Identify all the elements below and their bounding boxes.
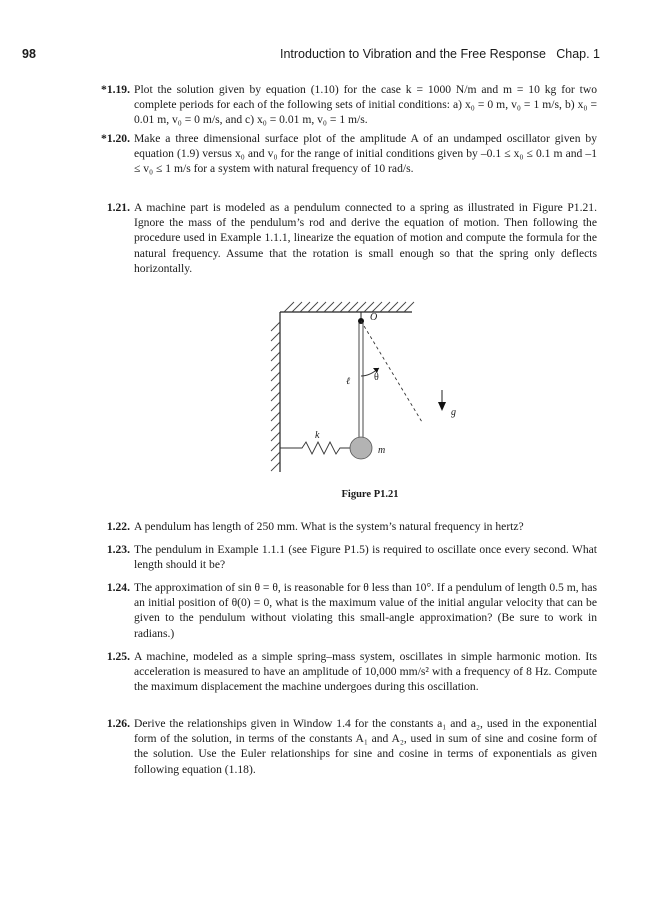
problem-1-23 <box>82 542 597 572</box>
problem-number: *1.20. <box>101 132 130 145</box>
problem-number: 1.22. <box>106 520 130 533</box>
displaced-pendulum-line <box>361 321 422 422</box>
ceiling-hatching <box>284 302 414 312</box>
angle-label: θ <box>374 372 379 383</box>
chapter-label: Chap. 1 <box>556 47 600 61</box>
problem-number: *1.19. <box>101 83 130 96</box>
page-number: 98 <box>22 47 36 61</box>
problem-text: The pendulum in Example 1.1.1 (see Figure P1.5) is required to oscillate once every second. What length should it be? <box>134 543 597 572</box>
mass-label: m <box>378 445 386 456</box>
problem-text: A machine part is modeled as a pendulum connected to a spring as illustrated in Figure P1.21. Ignore the mass of the pendulum’s rod and derive the equation of motion. Then following the procedure used in Example 1.1.1, linearize the equation of motion and compute the formula for the natural frequency. Assume that the rotation is small enough so that the spring only deflects horizontally. <box>134 201 597 275</box>
problem-text: A machine, modeled as a simple spring–mass system, oscillates in simple harmonic motion. Its acceleration is measured to have an amplitude of 10,000 mm/s² with a frequency of 8 Hz. Compute the maximum displacement the machine undergoes during this oscillation. <box>134 650 597 694</box>
problem-1-20 <box>82 131 597 177</box>
problem-1-22 <box>82 519 597 534</box>
problem-number: 1.21. <box>106 201 130 214</box>
problem-text: The approximation of sin θ = θ, is reasonable for θ less than 10°. If a pendulum of length 0.5 m, has an initial position of θ(0) = 0, what is the maximum value of the initial angular velocity that can be given to the pendulum without violating this small-angle approximation? (Be sure to work in radians.) <box>134 581 597 640</box>
gravity-label: g <box>451 407 456 418</box>
running-title: Introduction to Vibration and the Free Response <box>280 47 546 61</box>
figure-caption: Figure P1.21 <box>341 489 399 500</box>
problem-1-26 <box>82 716 597 777</box>
pivot-label: O <box>370 312 378 323</box>
problem-1-25 <box>82 649 597 695</box>
problem-text: Derive the relationships given in Window 1.4 for the constants a₁ and a₂, used in the exponential form of the solution, in terms of the constants A₁ and A₂, used in sum of sine and cosine form of the solution. Use the Euler relationships for sine and cosine in terms of exponentials as given following equation (1.18). <box>134 717 597 776</box>
spring-label: k <box>315 430 320 441</box>
problem-number: 1.25. <box>106 650 130 663</box>
wall-hatching <box>271 322 280 471</box>
page-header <box>22 47 600 65</box>
pendulum-mass <box>350 437 372 459</box>
figure-p1-21 <box>262 296 468 486</box>
problem-number: 1.26. <box>106 717 130 730</box>
spring <box>280 442 351 454</box>
problem-1-24 <box>82 580 597 641</box>
pendulum-spring-diagram <box>262 296 468 486</box>
problem-1-21 <box>82 200 597 276</box>
length-label: ℓ <box>346 376 351 387</box>
problem-number: 1.24. <box>106 581 130 594</box>
problem-number: 1.23. <box>106 543 130 556</box>
gravity-arrowhead <box>438 402 446 411</box>
problem-1-19 <box>82 82 597 128</box>
problem-text: A pendulum has length of 250 mm. What is the system’s natural frequency in hertz? <box>134 520 524 533</box>
problem-text: Plot the solution given by equation (1.10) for the case k = 1000 N/m and m = 10 kg for two complete periods for each of the following sets of initial conditions: a) x₀ = 0 m, v₀ = 1 m/s, b) x₀ = 0.01 m, v₀ = 0 m/s, and c) x₀ = 0.01 m, v₀ = 1 m/s. <box>134 83 597 127</box>
problem-text: Make a three dimensional surface plot of the amplitude A of an undamped oscillator given by equation (1.9) versus x₀ and v₀ for the range of initial conditions given by –0.1 ≤ x₀ ≤ 0.1 m and –1 ≤ v₀ ≤ 1 m/s for a system with natural frequency of 10 rad/s. <box>134 132 597 176</box>
